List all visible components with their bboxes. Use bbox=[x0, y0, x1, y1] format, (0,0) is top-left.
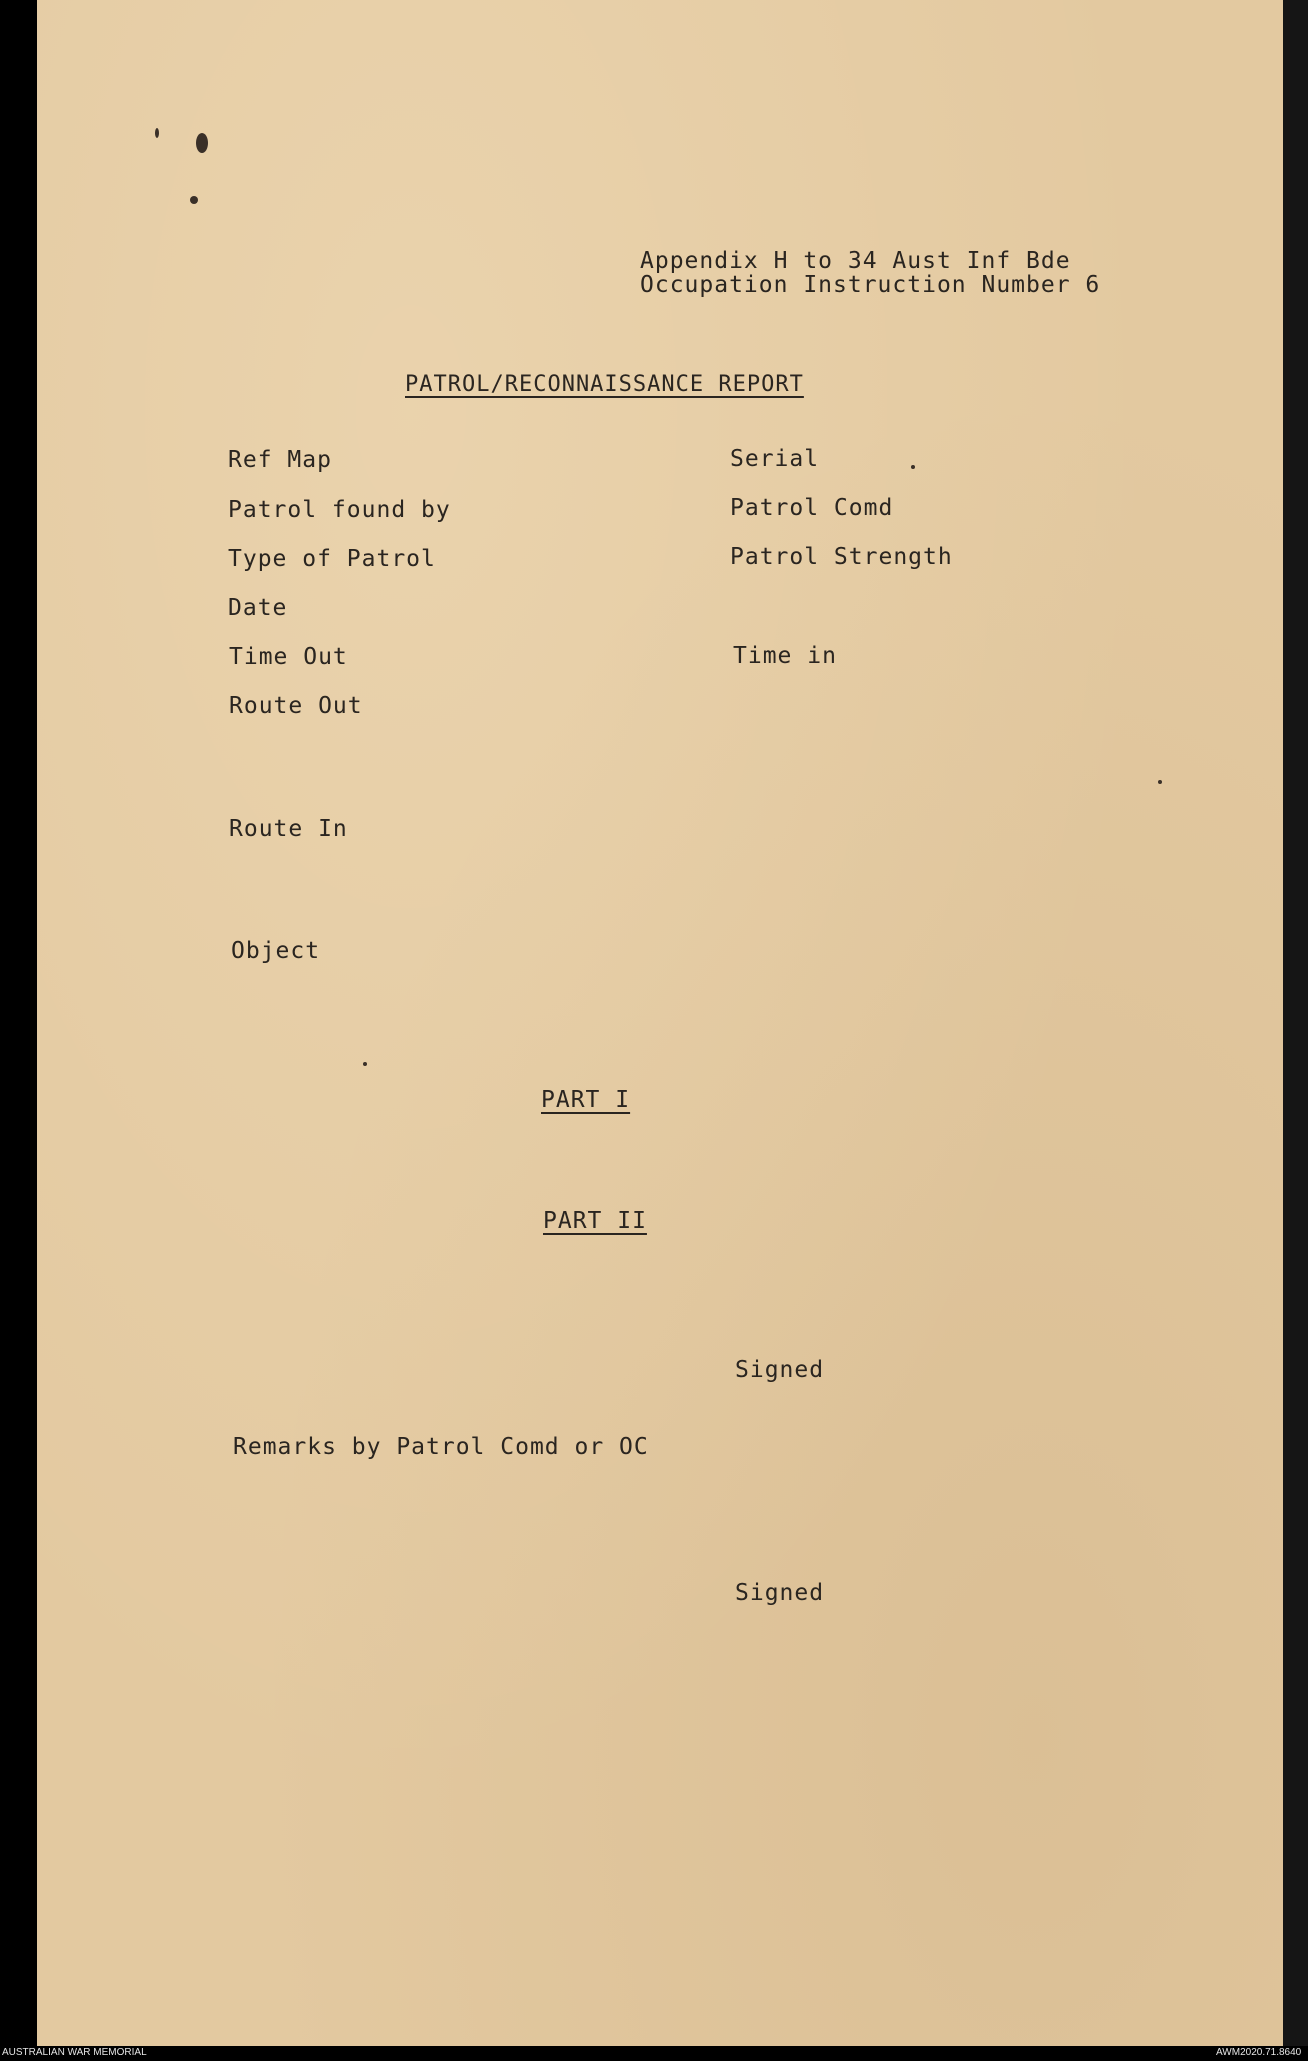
field-time-out: Time Out bbox=[229, 644, 348, 670]
field-object: Object bbox=[231, 938, 321, 964]
field-type-of-patrol: Type of Patrol bbox=[228, 546, 436, 572]
field-date: Date bbox=[228, 595, 288, 621]
staple-hole-mark bbox=[155, 128, 159, 138]
appendix-line-2: Occupation Instruction Number 6 bbox=[640, 272, 1101, 298]
section-part-1: PART I bbox=[541, 1087, 631, 1113]
signed-label-2: Signed bbox=[735, 1580, 825, 1606]
signed-label-1: Signed bbox=[735, 1357, 825, 1383]
field-serial: Serial bbox=[730, 446, 820, 472]
field-route-out: Route Out bbox=[229, 693, 363, 719]
footer-institution: AUSTRALIAN WAR MEMORIAL bbox=[2, 2047, 147, 2058]
field-patrol-comd: Patrol Comd bbox=[730, 495, 894, 521]
field-route-in: Route In bbox=[229, 816, 348, 842]
field-patrol-strength: Patrol Strength bbox=[730, 544, 953, 570]
appendix-line-1: Appendix H to 34 Aust Inf Bde bbox=[640, 248, 1071, 274]
field-time-in: Time in bbox=[733, 643, 837, 669]
section-part-2: PART II bbox=[543, 1208, 647, 1234]
page-title: PATROL/RECONNAISSANCE REPORT bbox=[405, 372, 804, 397]
field-ref-map: Ref Map bbox=[228, 447, 332, 473]
paper-speck bbox=[1158, 780, 1162, 784]
remarks-label: Remarks by Patrol Comd or OC bbox=[233, 1434, 649, 1460]
footer-accession-number: AWM2020.71.8640 bbox=[1216, 2047, 1302, 2058]
paper-speck bbox=[911, 465, 915, 469]
document-page bbox=[37, 0, 1283, 2046]
paper-speck bbox=[363, 1062, 367, 1066]
page-edge-shadow bbox=[1283, 0, 1308, 2046]
staple-hole-mark bbox=[196, 133, 208, 153]
field-patrol-found-by: Patrol found by bbox=[228, 497, 451, 523]
staple-hole-mark bbox=[190, 196, 198, 204]
